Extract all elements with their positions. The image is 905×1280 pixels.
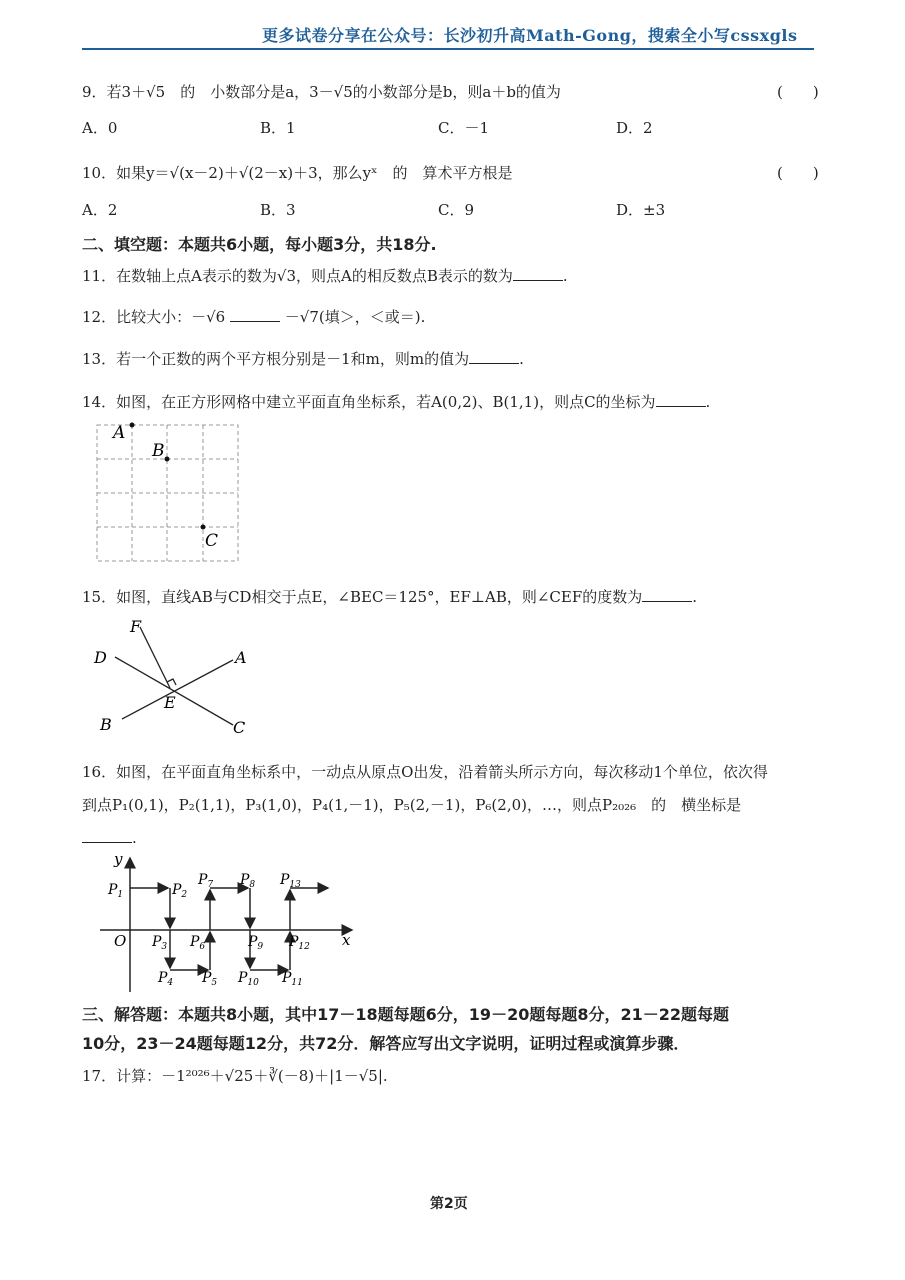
q17-stem: 17．计算：－1²⁰²⁶＋√25＋∛(－8)＋|1－√5|.	[82, 1067, 388, 1085]
q16-label-p10: $P_{10}$	[238, 970, 259, 988]
q15-tail: .	[692, 588, 698, 606]
header-text: 更多试卷分享在公众号：长沙初升高Math-Gong，搜索全小写cssxgls	[262, 26, 798, 45]
q16-tail: .	[132, 829, 137, 847]
q15-label-d: D	[94, 648, 107, 667]
q15	[82, 587, 697, 607]
q14-label-a: A	[113, 423, 126, 443]
q15-line-ba	[122, 660, 233, 719]
q11-tail: .	[562, 267, 568, 285]
q14-blank	[656, 392, 706, 407]
q9-option-c: C．－1	[438, 119, 490, 137]
q13-tail: .	[519, 350, 524, 368]
q15-stem: 15．如图，直线AB与CD相交于点E，∠BEC＝125°，EF⊥AB，则∠CEF的度数为	[82, 588, 643, 606]
q10-option-b: B．3	[260, 201, 296, 219]
q15-label-c: C	[233, 718, 246, 737]
q12-tail: －√7(填＞，＜或＝).	[284, 308, 426, 326]
q14-point-c	[201, 525, 206, 530]
q10-option-a: A．2	[82, 201, 118, 219]
section-2-title: 二、填空题：本题共6小题，每小题3分，共18分.	[82, 235, 437, 254]
q13-blank	[469, 349, 519, 364]
q14-grid-figure	[90, 418, 250, 568]
header-rule	[82, 48, 814, 50]
q14-point-b	[165, 457, 170, 462]
q16-line3	[82, 828, 137, 848]
q16-label-p12: $P_{12}$	[289, 934, 310, 952]
q10-stem: 10．如果y＝√(x－2)＋√(2－x)＋3，那么yˣ 的 算术平方根是	[82, 164, 513, 182]
q15-label-b: B	[100, 715, 112, 734]
q10-option-d: D．±3	[616, 201, 666, 219]
q13-stem: 13．若一个正数的两个平方根分别是－1和m，则m的值为	[82, 350, 470, 368]
q11-blank	[513, 266, 563, 281]
q15-line-ef	[140, 627, 170, 688]
q13	[82, 349, 524, 369]
q16-label-p1: $P_1$	[108, 882, 124, 900]
q14-label-b: B	[152, 441, 165, 461]
section-3-title-line2: 10分，23－24题每题12分，共72分．解答应写出文字说明，证明过程或演算步骤．	[82, 1034, 690, 1053]
q16-label-p7: $P_7$	[198, 872, 214, 890]
q16-coordinate-figure	[90, 850, 370, 995]
q16-line2: 到点P₁(0,1)，P₂(1,1)，P₃(1,0)，P₄(1,－1)，P₅(2,－1)，P₆(2,0)，…，则点P₂₀₂₆ 的 横坐标是	[82, 796, 742, 814]
q9-option-b: B．1	[260, 119, 296, 137]
q16-label-p2: $P_2$	[172, 882, 188, 900]
q16-origin-label: O	[114, 932, 127, 950]
q15-blank	[642, 587, 692, 602]
page-number: 第2页	[430, 1196, 468, 1212]
q16-label-p13: $P_{13}$	[280, 872, 301, 890]
q14-point-a	[130, 423, 135, 428]
q9-stem: 9．若3＋√5 的 小数部分是a，3－√5的小数部分是b，则a＋b的值为	[82, 83, 561, 101]
section-3-title-line1: 三、解答题：本题共8小题，其中17－18题每题6分，19－20题每题8分，21－22题每题	[82, 1005, 729, 1024]
q14-stem: 14．如图，在正方形网格中建立平面直角坐标系，若A(0,2)、B(1,1)，则点C的坐标为	[82, 393, 656, 411]
q14	[82, 392, 710, 412]
q16-line1: 16．如图，在平面直角坐标系中，一动点从原点O出发，沿着箭头所示方向，每次移动1个单位，依次得	[82, 763, 768, 781]
q15-label-a: A	[235, 648, 247, 667]
q11	[82, 266, 568, 286]
q16-label-p3: $P_3$	[152, 934, 168, 952]
q16-blank	[82, 828, 132, 843]
q16-label-p9: $P_9$	[248, 934, 264, 952]
q15-label-e: E	[164, 693, 176, 712]
q16-axis-x-label: x	[342, 931, 351, 949]
q16-label-p4: $P_4$	[158, 970, 174, 988]
q10-option-c: C．9	[438, 201, 475, 219]
q16-label-p11: $P_{11}$	[282, 970, 303, 988]
q16-label-p8: $P_8$	[240, 872, 256, 890]
q9-option-a: A．0	[82, 119, 118, 137]
q9-option-d: D．2	[616, 119, 653, 137]
q14-tail: .	[705, 393, 711, 411]
q9-answer-paren: ( )	[777, 83, 819, 101]
q12	[82, 307, 425, 327]
q12-blank	[230, 307, 280, 322]
q15-label-f: F	[130, 617, 142, 636]
q16-label-p6: $P_6$	[190, 934, 206, 952]
q14-label-c: C	[205, 531, 219, 551]
q15-lines-figure	[90, 612, 260, 742]
q12-stem: 12．比较大小：－√6	[82, 308, 226, 326]
q10-answer-paren: ( )	[777, 164, 819, 182]
q16-axis-y-label: y	[114, 850, 123, 868]
q16-label-p5: $P_5$	[202, 970, 218, 988]
q11-stem: 11．在数轴上点A表示的数为√3，则点A的相反数点B表示的数为	[82, 267, 513, 285]
